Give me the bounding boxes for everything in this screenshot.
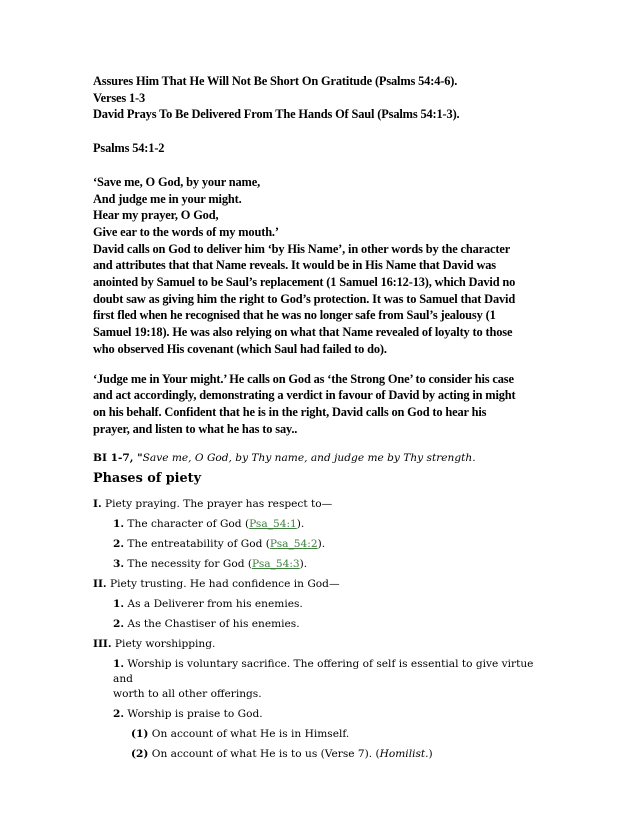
verse-link[interactable]: Psa_54:1 bbox=[249, 518, 297, 531]
outline-item: III. Piety worshipping. bbox=[93, 638, 216, 651]
outline-item: 1. Worship is voluntary sacrifice. The offering of self is essential to give virtue and worth to all other offerings. bbox=[113, 658, 534, 701]
paragraph-line: doubt saw as giving him the right to God’s protection. It was to Samuel that David bbox=[93, 291, 516, 306]
outline-item: 3. The necessity for God (Psa_54:3). bbox=[113, 558, 308, 571]
paragraph-line: prayer, and listen to what he has to say.. bbox=[93, 421, 298, 436]
outline-item: 1. As a Deliverer from his enemies. bbox=[113, 598, 303, 611]
paragraph-line: ‘Judge me in Your might.’ He calls on God as ‘the Strong One’ to consider his case bbox=[93, 371, 514, 386]
outline-item: (1) On account of what He is in Himself. bbox=[131, 728, 350, 741]
bi-reference bbox=[93, 450, 553, 466]
scripture-reference: Psalms 54:1-2 bbox=[93, 141, 165, 156]
paragraph-line: David calls on God to deliver him ‘by His Name’, in other words by the character bbox=[93, 241, 511, 256]
outline-item: I. Piety praying. The prayer has respect to— bbox=[93, 498, 333, 511]
outline-item: 2. As the Chastiser of his enemies. bbox=[113, 618, 300, 631]
outline-item: 2. The entreatability of God (Psa_54:2). bbox=[113, 538, 326, 551]
quote-line: Hear my prayer, O God, bbox=[93, 208, 219, 223]
outline-item: 1. The character of God (Psa_54:1). bbox=[113, 518, 305, 531]
outline-item: II. Piety trusting. He had confidence in God— bbox=[93, 578, 340, 591]
outline-item: 2. Worship is praise to God. bbox=[113, 708, 263, 721]
outline bbox=[93, 497, 553, 762]
quote-line: Give ear to the words of my mouth.’ bbox=[93, 224, 279, 239]
heading-verses: Verses 1-3 bbox=[93, 90, 146, 105]
verse-link[interactable]: Psa_54:2 bbox=[269, 538, 318, 551]
paragraph-line: and act accordingly, demonstrating a verdict in favour of David by acting in might bbox=[93, 388, 516, 403]
quote-line: And judge me in your might. bbox=[93, 191, 242, 206]
paragraph-line: who observed His covenant (which Saul had failed to do). bbox=[93, 341, 387, 356]
paragraph-line: first fled when he recognised that he was no longer safe from Saul’s jealousy (1 bbox=[93, 308, 496, 323]
paragraph-line: and attributes that that Name reveals. It would be in His Name that David was bbox=[93, 258, 496, 273]
heading-line: David Prays To Be Delivered From The Hands Of Saul (Psalms 54:1-3). bbox=[93, 107, 460, 122]
paragraph-line: anointed by Samuel to be Saul’s replacement (1 Samuel 16:12-13), which David no bbox=[93, 275, 516, 290]
verse-link[interactable]: Psa_54:3 bbox=[251, 558, 300, 571]
bi-lead: BI 1-7, " bbox=[93, 452, 143, 465]
quote-line: ‘Save me, O God, by your name, bbox=[93, 174, 261, 189]
outline-item: (2) On account of what He is to us (Verse 7). (Homilist.) bbox=[131, 748, 433, 761]
bi-quote: Save me, O God, by Thy name, and judge me by Thy strength. bbox=[142, 452, 476, 465]
paragraph-line: on his behalf. Confident that he is in the right, David calls on God to hear his bbox=[93, 404, 487, 419]
heading-line: Assures Him That He Will Not Be Short On Gratitude (Psalms 54:4-6). bbox=[93, 74, 458, 88]
page-content bbox=[93, 73, 553, 767]
section-title: Phases of piety bbox=[93, 471, 202, 487]
paragraph-line: Samuel 19:18). He was also relying on what that Name revealed of loyalty to those bbox=[93, 325, 513, 340]
